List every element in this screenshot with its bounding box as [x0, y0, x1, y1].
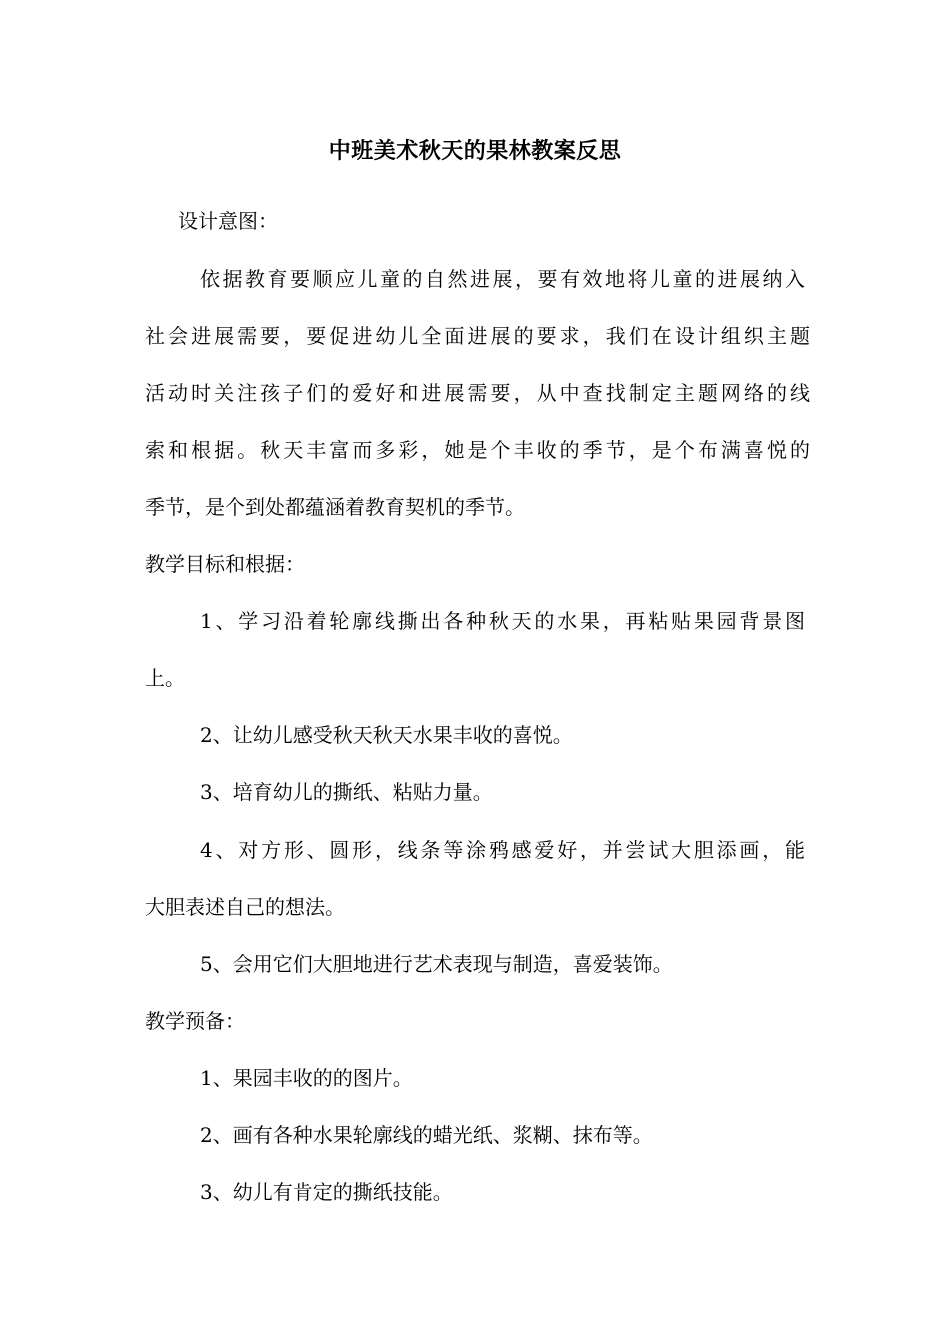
goal-item-continued: 大胆表述自己的想法。	[145, 895, 345, 919]
goal-item: 1、学习沿着轮廓线撕出各种秋天的水果，再粘贴果园背景图	[200, 609, 805, 633]
design-para-line: 依据教育要顺应儿童的自然进展，要有效地将儿童的进展纳入	[200, 267, 805, 291]
goals-heading: 教学目标和根据：	[145, 552, 305, 576]
document-title: 中班美术秋天的果林教案反思	[328, 139, 622, 164]
prep-item: 1、果园丰收的的图片。	[200, 1066, 413, 1090]
prep-item: 2、画有各种水果轮廓线的蜡光纸、浆糊、抹布等。	[200, 1123, 653, 1147]
design-para-line: 活动时关注孩子们的爱好和进展需要，从中查找制定主题网络的线	[145, 381, 810, 405]
goal-item: 2、让幼儿感受秋天秋天水果丰收的喜悦。	[200, 723, 573, 747]
prep-heading: 教学预备：	[145, 1009, 245, 1033]
prep-item: 3、幼儿有肯定的撕纸技能。	[200, 1180, 453, 1204]
goal-item: 3、培育幼儿的撕纸、粘贴力量。	[200, 780, 493, 804]
design-intent-heading: 设计意图：	[178, 209, 278, 233]
goal-item: 4、对方形、圆形，线条等涂鸦感爱好，并尝试大胆添画，能	[200, 838, 805, 862]
design-para-line: 索和根据。秋天丰富而多彩，她是个丰收的季节，是个布满喜悦的	[145, 438, 810, 462]
goal-item: 5、会用它们大胆地进行艺术表现与制造，喜爱装饰。	[200, 952, 673, 976]
goal-item-continued: 上。	[145, 666, 185, 690]
design-para-line: 社会进展需要，要促进幼儿全面进展的要求，我们在设计组织主题	[145, 324, 810, 348]
design-para-line: 季节，是个到处都蕴涵着教育契机的季节。	[145, 495, 525, 519]
